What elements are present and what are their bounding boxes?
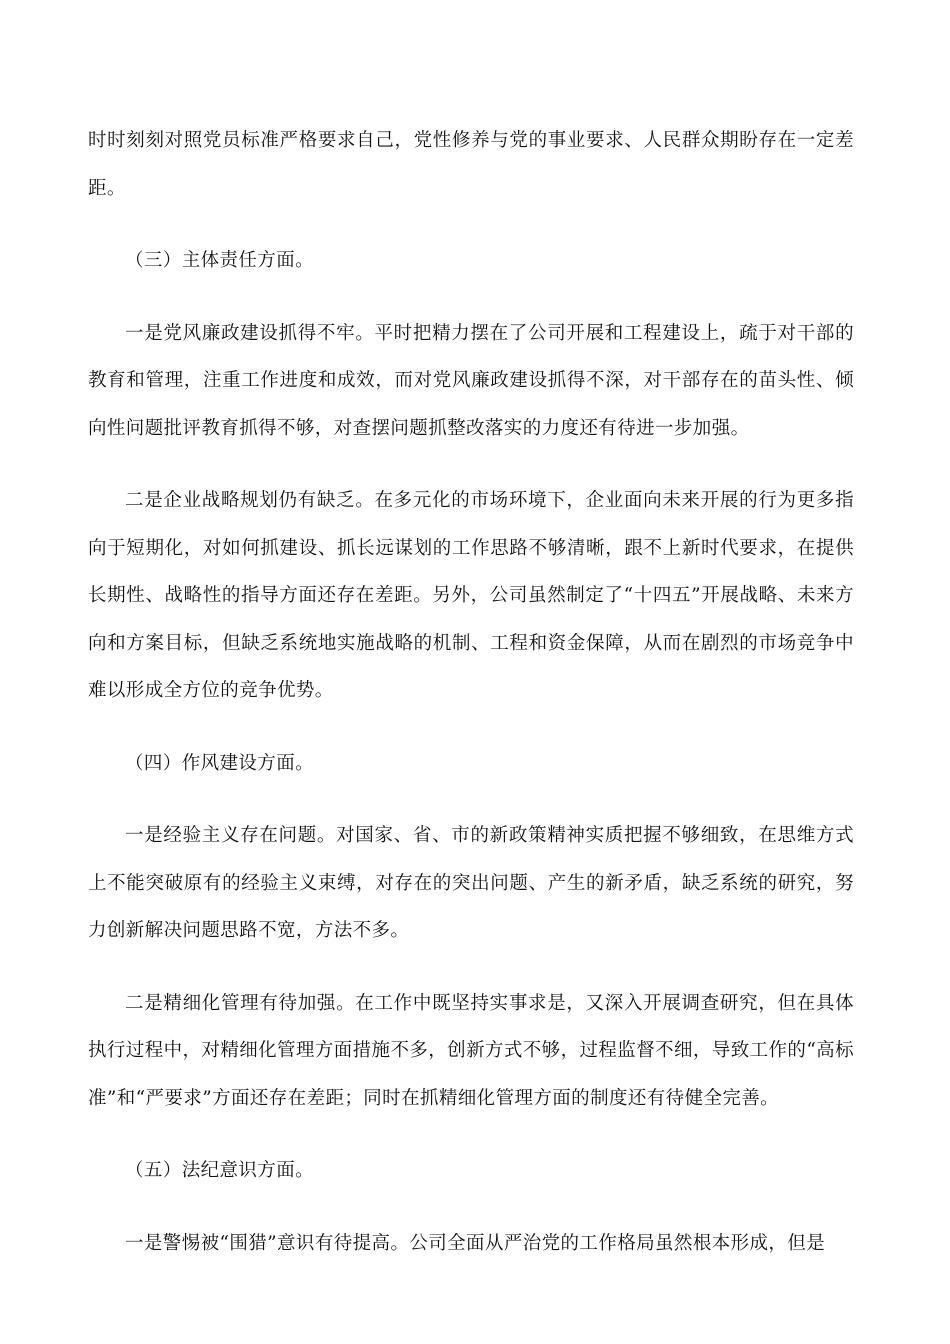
paragraph-gap	[88, 787, 854, 812]
paragraph-gap	[88, 285, 854, 310]
section-heading-three: （三）主体责任方面。	[125, 250, 315, 271]
paragraph-party-style: 一是党风廉政建设抓得不牢。平时把精力摆在了公司开展和工程建设上，疏于对干部的教育和管理，注重工作进度和成效，而对党风廉政建设抓得不深，对干部存在的苗头性、倾向性问题批评教育抓得不够，对查摆问题抓整改落实的力度还有待进一步加强。	[88, 322, 854, 439]
paragraph-gap	[88, 715, 854, 740]
paragraph-gap	[88, 212, 854, 237]
section-heading-four: （四）作风建设方面。	[125, 752, 315, 774]
section-heading-five: （五）法纪意识方面。	[125, 1160, 315, 1181]
document-page	[88, 117, 854, 1267]
paragraph-strategy-planning: 二是企业战略规划仍有缺乏。在多元化的市场环境下，企业面向未来开展的行为更多指向于短期化，对如何抓建设、抓长远谋划的工作思路不够清晰，跟不上新时代要求，在提供长期性、战略性的指导方面还存在差距。另外，公司虽然制定了“十四五”开展战略、未来方向和方案目标，但缺乏系统地实施战略的机制、工程和资金保障，从而在剧烈的市场竞争中难以形成全方位的竞争优势。	[88, 490, 854, 701]
paragraph-gap	[88, 1122, 854, 1147]
paragraph-refined-management: 二是精细化管理有待加强。在工作中既坚持实事求是，又深入开展调查研究，但在具体执行过程中，对精细化管理方面措施不多，创新方式不够，过程监督不细，导致工作的“高标准”和“严要求”方面还存在差距；同时在抓精细化管理方面的制度还有待健全完善。	[88, 992, 854, 1109]
paragraph-gap	[88, 955, 854, 980]
paragraph-empiricism: 一是经验主义存在问题。对国家、省、市的新政策精神实质把握不够细致，在思维方式上不能突破原有的经验主义束缚，对存在的突出问题、产生的新矛盾，缺乏系统的研究，努力创新解决问题思路不宽，方法不多。	[88, 825, 854, 941]
paragraph-vigilance: 一是警惕被“围猎”意识有待提高。公司全面从严治党的工作格局虽然根本形成，但是	[125, 1232, 826, 1254]
paragraph-gap	[88, 1195, 854, 1220]
paragraph-continuation: 时时刻刻对照党员标准严格要求自己，党性修养与党的事业要求、人民群众期盼存在一定差距。	[88, 130, 854, 199]
paragraph-gap	[88, 452, 854, 477]
